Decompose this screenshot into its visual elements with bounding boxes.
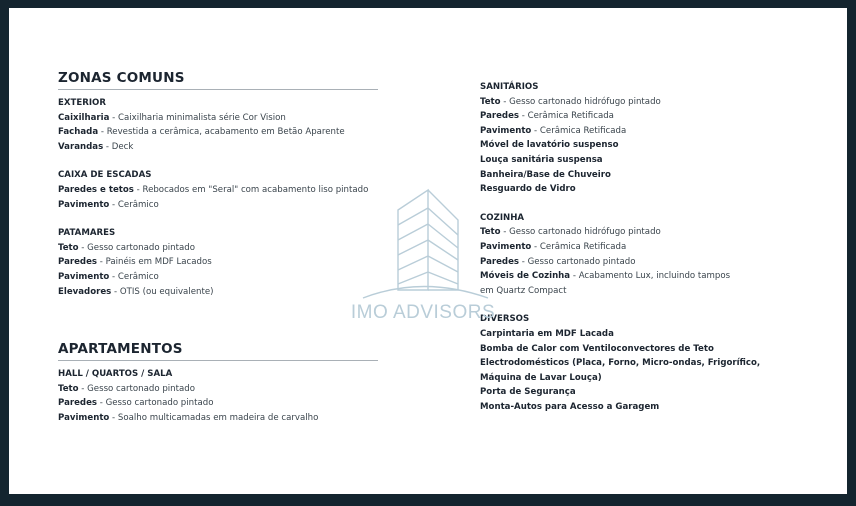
spec-separator: -	[109, 271, 118, 282]
spec-value: Cerâmica Retificada	[539, 125, 627, 136]
spec-group	[58, 96, 378, 154]
spec-key: Paredes e tetos	[58, 184, 134, 195]
spec-value: Cerâmica Retificada	[527, 111, 614, 122]
spec-separator: -	[97, 398, 106, 409]
spec-key: Teto	[480, 227, 501, 238]
spec-group	[58, 226, 378, 299]
spec-key: Teto	[58, 242, 79, 253]
spec-line: em Quartz Compact	[480, 285, 567, 296]
spec-line	[58, 241, 378, 256]
spec-line: Resguardo de Vidro	[480, 184, 576, 195]
group-title: DIVERSOS	[480, 314, 530, 325]
spec-line	[58, 396, 378, 411]
spec-key: Móveis de Cozinha	[480, 271, 571, 282]
spec-value: Acabamento Lux, incluindo tampos	[578, 271, 731, 282]
spec-line: Banheira/Base de Chuveiro	[480, 169, 611, 180]
spec-key: Pavimento	[58, 412, 110, 423]
spec-value: Painéis em MDF Lacados	[105, 257, 212, 268]
spec-line	[58, 382, 378, 397]
spec-line: Móvel de lavatório suspenso	[480, 140, 619, 151]
spec-key: Paredes	[58, 398, 98, 409]
spec-line: Carpintaria em MDF Lacada	[480, 328, 614, 339]
group-title: HALL / QUARTOS / SALA	[58, 369, 173, 380]
spec-line	[58, 411, 378, 426]
spec-line	[58, 198, 378, 213]
spec-line: Máquina de Lavar Louça)	[480, 372, 602, 383]
spec-separator: -	[531, 241, 540, 252]
spec-group	[58, 367, 378, 425]
spec-line	[480, 109, 780, 124]
spec-line	[58, 111, 378, 126]
spec-key: Pavimento	[480, 241, 532, 252]
spec-key: Teto	[480, 96, 501, 107]
spec-value: Soalho multicamadas em madeira de carvalho	[117, 412, 319, 423]
spec-key: Teto	[58, 383, 79, 394]
spec-group	[480, 80, 780, 197]
spec-key: Varandas	[58, 141, 104, 152]
spec-separator: -	[78, 242, 88, 253]
spec-key: Fachada	[58, 127, 99, 138]
section-title-apartamentos: APARTAMENTOS	[58, 341, 378, 361]
spec-line: Bomba de Calor com Ventiloconvectores de Teto	[480, 343, 714, 354]
spec-separator: -	[97, 257, 106, 268]
left-column	[58, 70, 378, 440]
spec-group	[58, 168, 378, 212]
spec-key: Pavimento	[58, 199, 110, 210]
spec-separator: -	[133, 184, 143, 195]
spec-key: Pavimento	[480, 125, 532, 136]
spec-value: Gesso cartonado pintado	[527, 256, 636, 267]
spec-line	[58, 285, 378, 300]
spec-value: Caixilharia minimalista série Cor Vision	[117, 112, 286, 123]
spec-line	[58, 125, 378, 140]
zonas-comuns-groups	[58, 96, 378, 299]
spec-value: Deck	[111, 141, 134, 152]
spec-line	[58, 183, 378, 198]
group-title: EXTERIOR	[58, 98, 106, 108]
spec-separator: -	[519, 111, 528, 122]
spec-value: Cerâmico	[117, 199, 159, 210]
group-title: CAIXA DE ESCADAS	[58, 170, 152, 181]
spec-line	[480, 95, 780, 110]
spec-key: Elevadores	[58, 286, 112, 297]
spec-value: Gesso cartonado pintado	[105, 398, 214, 409]
spec-line: Louça sanitária suspensa	[480, 154, 603, 165]
spec-line	[58, 140, 378, 155]
spec-separator: -	[500, 96, 510, 107]
spec-value: Gesso cartonado pintado	[87, 242, 195, 253]
spec-value: Cerâmico	[117, 271, 159, 282]
spec-separator: -	[570, 271, 579, 282]
spec-line: Monta-Autos para Acesso a Garagem	[480, 401, 660, 412]
spec-value: Gesso cartonado pintado	[87, 383, 195, 394]
spec-separator: -	[111, 286, 120, 297]
spec-key: Paredes	[58, 257, 98, 268]
spec-line	[58, 255, 378, 270]
spec-value: Rebocados em "Seral" com acabamento liso pintado	[142, 184, 369, 195]
spec-line	[480, 269, 780, 284]
spec-separator: -	[78, 383, 88, 394]
section-title-zonas-comuns: ZONAS COMUNS	[58, 70, 378, 90]
spec-line	[480, 124, 780, 139]
spec-value: Gesso cartonado hidrófugo pintado	[509, 227, 661, 238]
group-title: PATAMARES	[58, 228, 116, 239]
spec-value: Gesso cartonado hidrófugo pintado	[509, 96, 661, 107]
spec-separator: -	[500, 227, 510, 238]
spec-key: Pavimento	[58, 271, 110, 282]
apartamentos-groups	[58, 367, 378, 425]
spec-line: Electrodomésticos (Placa, Forno, Micro-ondas, Frigorífico,	[480, 358, 761, 369]
spec-line	[480, 225, 780, 240]
watermark-text: IMO ADVISORS	[350, 302, 496, 323]
group-title: SANITÁRIOS	[480, 82, 539, 92]
spec-group	[480, 211, 780, 299]
spec-value: Revestida a cerâmica, acabamento em Betão Aparente	[106, 127, 345, 138]
spec-line	[480, 255, 780, 270]
spec-line: Porta de Segurança	[480, 387, 576, 398]
group-title: COZINHA	[480, 212, 525, 223]
spec-key: Caixilharia	[58, 112, 110, 123]
spec-group	[480, 312, 780, 414]
right-column	[480, 80, 780, 428]
spec-key: Paredes	[480, 111, 520, 122]
spec-separator: -	[103, 141, 112, 152]
spec-value: Cerâmica Retificada	[539, 241, 627, 252]
spec-separator: -	[531, 125, 540, 136]
spec-value: OTIS (ou equivalente)	[119, 286, 214, 297]
spec-separator: -	[109, 412, 118, 423]
spec-separator: -	[98, 127, 107, 138]
spec-separator: -	[109, 199, 118, 210]
spec-key: Paredes	[480, 256, 520, 267]
right-groups	[480, 80, 780, 414]
spec-line	[58, 270, 378, 285]
spec-separator: -	[519, 256, 528, 267]
spec-line	[480, 240, 780, 255]
spec-separator: -	[109, 112, 118, 123]
